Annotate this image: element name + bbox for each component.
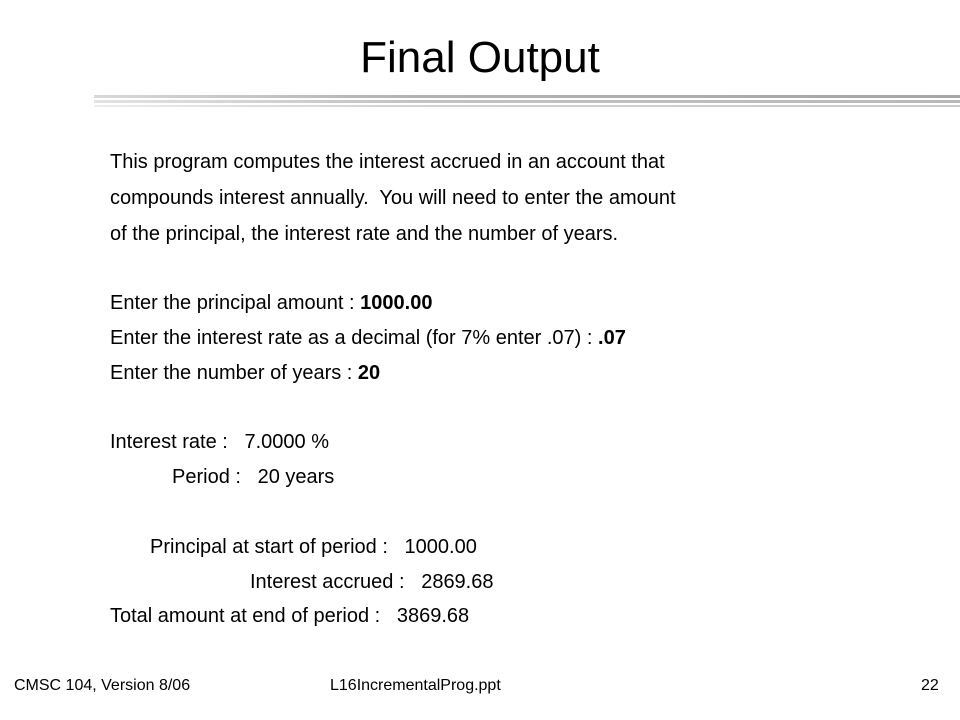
years-prompt (110, 361, 380, 385)
principal-input-value: 1000.00 (360, 292, 433, 314)
intro-line: compounds interest annually. You will need to enter the amount (110, 187, 676, 209)
prompt-label: Enter the number of years : (110, 362, 358, 384)
principal-start-output: Principal at start of period : 1000.00 (150, 536, 477, 558)
slide-title: Final Output (360, 33, 600, 82)
rate-prompt (110, 326, 626, 350)
total-amount-output: Total amount at end of period : 3869.68 (110, 605, 470, 627)
prompt-label: Enter the principal amount : (110, 292, 361, 314)
footer-course: CMSC 104, Version 8/06 (14, 677, 191, 694)
period-output: Period : 20 years (172, 466, 335, 488)
title-divider (94, 105, 960, 107)
footer-page-number: 22 (921, 677, 939, 694)
interest-rate-output: Interest rate : 7.0000 % (110, 431, 330, 453)
intro-line: This program computes the interest accrued in an account that (110, 151, 665, 173)
interest-accrued-output: Interest accrued : 2869.68 (250, 571, 494, 593)
title-divider (94, 100, 960, 103)
years-input-value: 20 (357, 362, 381, 384)
footer-filename: L16IncrementalProg.ppt (330, 677, 501, 694)
rate-input-value: .07 (598, 327, 626, 349)
intro-line: of the principal, the interest rate and the number of years. (110, 223, 619, 245)
title-divider (94, 95, 960, 98)
principal-prompt (110, 291, 432, 315)
prompt-label: Enter the interest rate as a decimal (for 7% enter .07) : (110, 327, 599, 349)
